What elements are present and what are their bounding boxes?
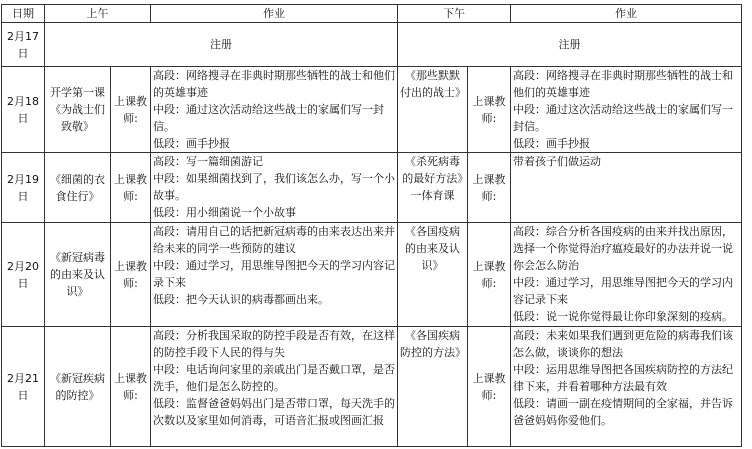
homework-mid: 中段：通过学习，用思维导图把今天的学习内容记录下来: [153, 259, 395, 289]
afternoon-teacher: 上课教师:: [468, 153, 511, 223]
homework-high: 高段：分析我国采取的防控手段是否有效，在这样的防控手段下人民的得与失: [153, 329, 395, 359]
row-date: 2月18日: [2, 67, 45, 153]
afternoon-lesson: 《各国疾病防控的方法》: [398, 327, 468, 447]
homework-activity: 带着孩子们做运动: [513, 155, 601, 168]
morning-lesson: 《新冠病毒的由来及认识》: [45, 223, 111, 327]
homework-high: 高段：网络搜寻在非典时期那些牺牲的战士和他们的英雄事迹: [513, 69, 733, 99]
header-homework-afternoon: 作业: [511, 5, 742, 23]
homework-low: 低段：画手抄报: [153, 137, 230, 150]
morning-lesson: 开学第一课《为战士们致敬》: [45, 67, 111, 153]
morning-homework: [151, 327, 398, 447]
homework-low: 低段：监督爸爸妈妈出门是否带口罩，每天洗手的次数以及家里如何消毒，可语音汇报或图画汇报: [153, 397, 395, 427]
register-date: 2月17日: [2, 23, 45, 67]
homework-low: 低段：说一说你觉得最让你印象深刻的疫病。: [513, 310, 733, 323]
homework-low: 低段：用小细菌说一个小故事: [153, 206, 296, 219]
schedule-table: [1, 4, 742, 447]
homework-mid: 中段：通过这次活动给这些战士的家属们写一封信。: [153, 103, 384, 133]
homework-low: 低段：把今天认识的病毒都画出来。: [153, 293, 329, 306]
homework-mid: 中段：通过这次活动给这些战士的家属们写一封信。: [513, 103, 733, 133]
morning-lesson: 《细菌的衣食住行》: [45, 153, 111, 223]
homework-low: 低段：请画一副在疫情期间的全家福，并告诉爸爸妈妈你爱他们。: [513, 397, 733, 427]
morning-homework: [151, 67, 398, 153]
afternoon-homework: [511, 223, 742, 327]
morning-lesson: 《新冠疾病的防控》: [45, 327, 111, 447]
homework-high: 高段：未来如果我们遇到更危险的病毒我们该怎么做，谈谈你的想法: [513, 329, 733, 359]
homework-mid: 中段：电话询问家里的亲戚出门是否戴口罩，是否洗手，他们是怎么防控的。: [153, 363, 395, 393]
row-date: 2月21日: [2, 327, 45, 447]
afternoon-lesson: 《杀死病毒的最好方法》一体育课: [398, 153, 468, 223]
header-date: 日期: [2, 5, 45, 23]
table-row: [2, 223, 742, 327]
homework-mid: 中段：通过学习，用思维导图把今天的学习内容记录下来: [513, 276, 733, 306]
morning-teacher: 上课教师:: [111, 327, 151, 447]
header-row: [2, 5, 742, 23]
row-date: 2月20日: [2, 223, 45, 327]
homework-high: 高段：请用自己的话把新冠病毒的由来表达出来并给未来的同学一些预防的建议: [153, 225, 395, 255]
homework-high: 高段：网络搜寻在非典时期那些牺牲的战士和他们的英雄事迹: [153, 69, 395, 99]
table-row: [2, 153, 742, 223]
homework-high: 高段：写一篇细菌游记: [153, 155, 263, 168]
afternoon-teacher: 上课教师:: [468, 67, 511, 153]
header-afternoon: 下午: [398, 5, 511, 23]
homework-low: 低段：画手抄报: [513, 137, 590, 150]
homework-mid: 中段：运用思维导图把各国疾病防控的方法纪律下来，并看着哪种方法最有效: [513, 363, 733, 393]
register-afternoon: 注册: [398, 23, 742, 67]
table-row: [2, 327, 742, 447]
table-row: [2, 67, 742, 153]
header-homework-morning: 作业: [151, 5, 398, 23]
morning-teacher: 上课教师:: [111, 67, 151, 153]
afternoon-lesson: 《各国疫病的由来及认识》: [398, 223, 468, 327]
afternoon-homework: [511, 153, 742, 223]
afternoon-lesson: 《那些默默付出的战士》: [398, 67, 468, 153]
afternoon-homework: [511, 327, 742, 447]
homework-mid: 中段：如果细菌找到了，我们该怎么办，写一个小故事。: [153, 172, 395, 202]
afternoon-teacher: 上课教师:: [468, 327, 511, 447]
afternoon-teacher: 上课教师:: [468, 223, 511, 327]
morning-homework: [151, 153, 398, 223]
afternoon-homework: [511, 67, 742, 153]
row-date: 2月19日: [2, 153, 45, 223]
register-row: [2, 23, 742, 67]
morning-teacher: 上课教师:: [111, 223, 151, 327]
morning-teacher: 上课教师:: [111, 153, 151, 223]
header-morning: 上午: [45, 5, 151, 23]
register-morning: 注册: [45, 23, 398, 67]
morning-homework: [151, 223, 398, 327]
homework-high: 高段：综合分析各国疫病的由来并找出原因，选择一个你觉得治疗瘟疫最好的办法并说一说你会怎么防治: [513, 225, 733, 272]
